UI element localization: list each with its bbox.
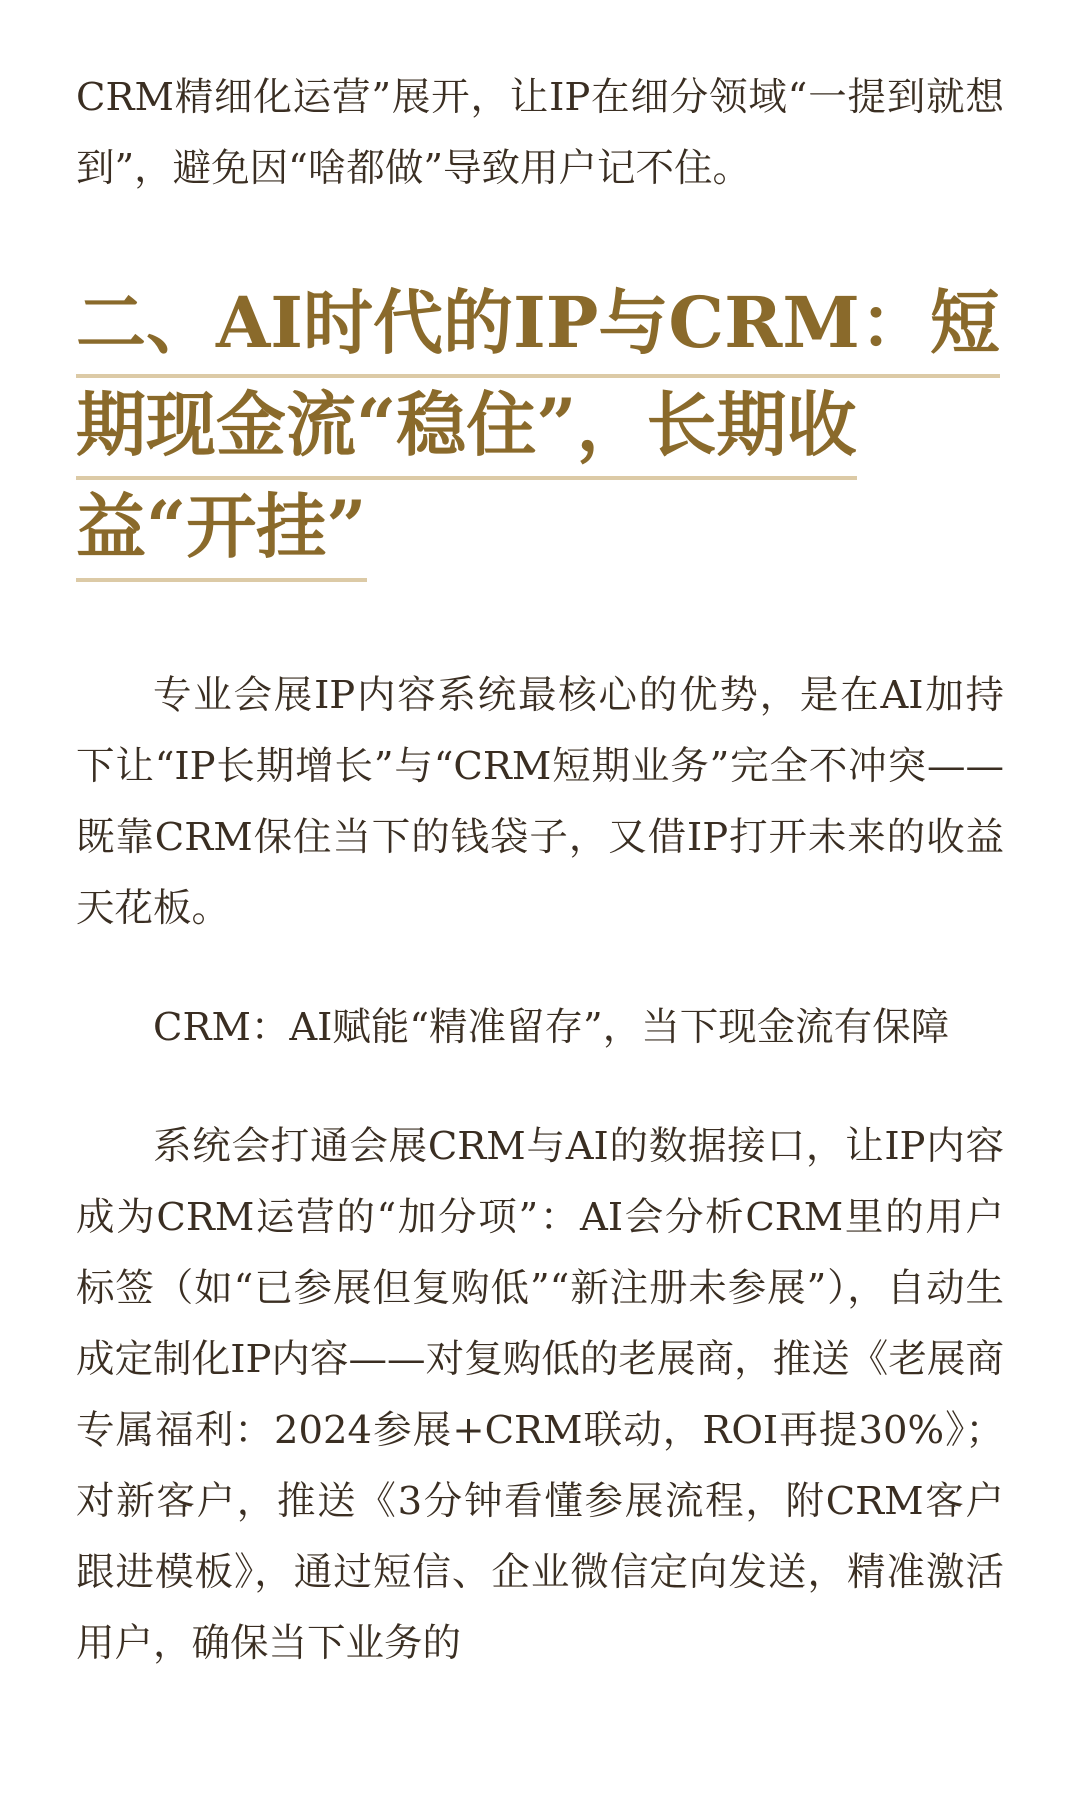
subheading-crm-retention: CRM：AI赋能“精准留存”，当下现金流有保障 [153,1005,950,1050]
body-paragraph-core-advantage: 专业会展IP内容系统最核心的优势，是在AI加持下让“IP长期增长”与“CRM短期业务”完全不冲突——既靠CRM保住当下的钱袋子，又借IP打开未来的收益天花板。 [76,673,1004,931]
section-heading-line-1: 二、AI时代的IP与CRM：短 [76,276,1000,378]
section-heading-line-3: 益“开挂” [76,480,367,582]
body-paragraph-crm-ai: 系统会打通会展CRM与AI的数据接口，让IP内容成为CRM运营的“加分项”：AI会分析CRM里的用户标签（如“已参展但复购低”“新注册未参展”），自动生成定制化IP内容——对复购低的老展商，推送《老展商专属福利：2024参展+CRM联动，ROI再提30%》；对新客户，推送《3分钟看懂参展流程，附CRM客户跟进模板》，通过短信、企业微信定向发送，精准激活用户，确保当下业务的 [76,1124,1005,1666]
section-heading [76,276,1004,582]
paragraph-spacer [76,944,1004,992]
section-heading-line-2: 期现金流“稳住”，长期收 [76,378,857,480]
intro-paragraph: CRM精细化运营”展开，让IP在细分领域“一提到就想到”，避免因“啥都做”导致用户记不住。 [76,75,1004,191]
paragraph-spacer [76,1063,1004,1111]
